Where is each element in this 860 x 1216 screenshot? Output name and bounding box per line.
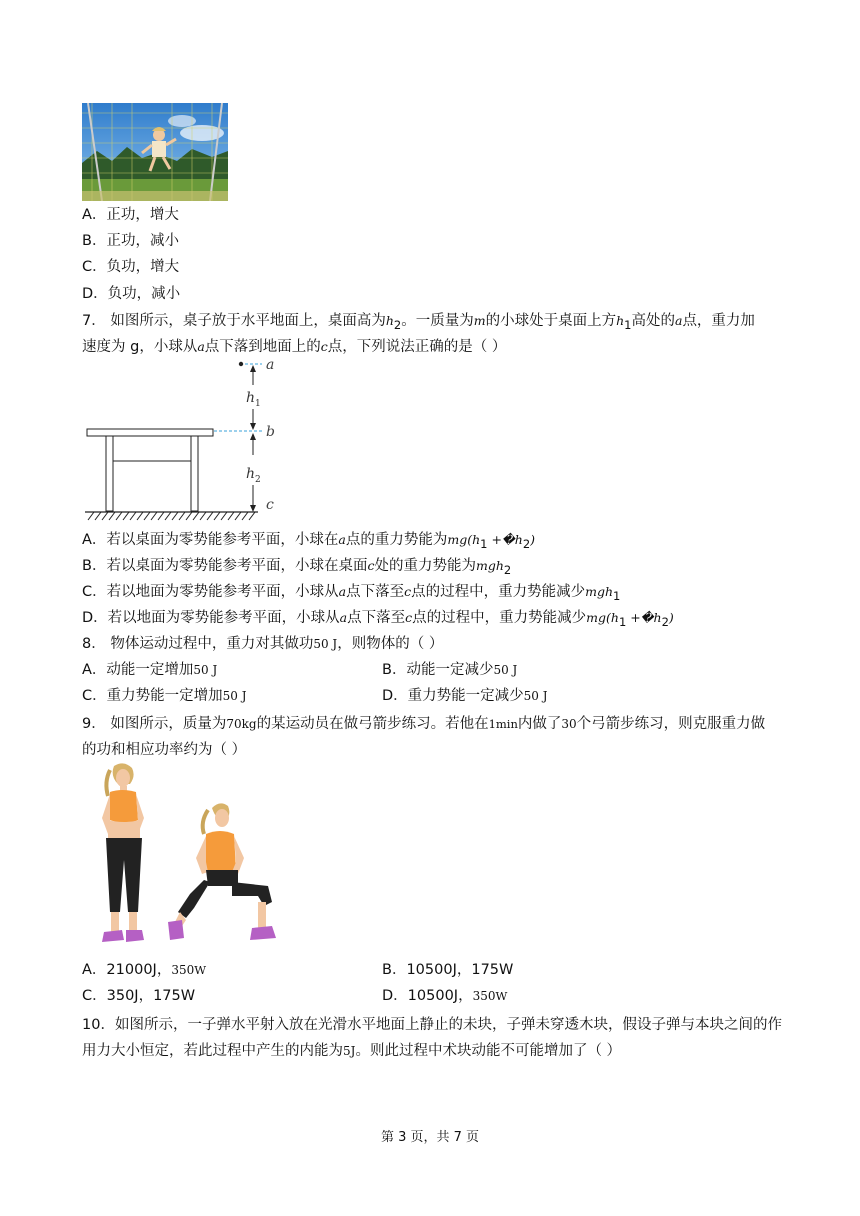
q8-option-a[interactable]: A．动能一定增加50 J	[82, 662, 218, 678]
q9-option-b[interactable]: B．10500J，175W	[382, 962, 514, 978]
lunge-figure	[168, 803, 276, 940]
q6-option-b[interactable]: B．正功，减小	[82, 233, 179, 249]
label-h1: $h_1$	[246, 390, 261, 409]
q10-stem-line1: 10．如图所示，一子弹水平射入放在光滑水平地面上静止的未块，子弹未穿透木块，假设子弹与本块之间的作	[82, 1017, 782, 1033]
q8-option-d[interactable]: D．重力势能一定减少50 J	[382, 688, 548, 704]
q9-stem-line1: 9． 如图所示，质量为70kg的某运动员在做弓箭步练习。若他在1min内做了30个弓箭步练习，则克服重力做	[82, 716, 766, 732]
q6-option-c[interactable]: C．负功，增大	[82, 259, 180, 275]
q7-stem-line1: 7． 如图所示，桌子放于水平地面上，桌面高为$h_2$。一质量为m的小球处于桌面上方$h_1$高处的a点，重力加	[82, 313, 755, 332]
label-h2: $h_2$	[246, 466, 261, 485]
label-c: c	[266, 497, 274, 513]
q10-stem-line2: 用力大小恒定，若此过程中产生的内能为5J。则此过程中术块动能不可能增加了（ ）	[82, 1043, 622, 1059]
q8-option-b[interactable]: B．动能一定减少50 J	[382, 662, 518, 678]
q9-stem-line2: 的功和相应功率约为（ ）	[82, 742, 247, 758]
q7-option-d[interactable]: D．若以地面为零势能参考平面，小球从a点下落至c点的过程中，重力势能减少$mg(h_1$ $+�h_2$)	[82, 610, 674, 629]
q7-option-c[interactable]: C．若以地面为零势能参考平面，小球从a点下落至c点的过程中，重力势能减少mgh$_1$	[82, 584, 621, 603]
trampoline-photo	[82, 103, 228, 201]
q9-option-c[interactable]: C．350J，175W	[82, 988, 196, 1004]
q9-lunge-photo	[82, 762, 282, 958]
q8-stem: 8． 物体运动过程中，重力对其做功50 J，则物体的（ ）	[82, 636, 444, 652]
page-footer: 第 3 页，共 7 页	[380, 1130, 480, 1145]
q8-option-c[interactable]: C．重力势能一定增加50 J	[82, 688, 247, 704]
q7-option-a[interactable]: A．若以桌面为零势能参考平面，小球在a点的重力势能为$mg(h_1$ $+�h_2$)	[82, 532, 536, 551]
q7-option-b[interactable]: B．若以桌面为零势能参考平面，小球在桌面c处的重力势能为mgh$_2$	[82, 558, 512, 577]
q9-option-a[interactable]: A．21000J，350W	[82, 962, 207, 978]
q7-table-diagram	[82, 357, 292, 523]
label-b: b	[266, 424, 275, 440]
label-a: a	[266, 357, 275, 373]
q9-option-d[interactable]: D．10500J，350W	[382, 988, 508, 1004]
q6-option-a[interactable]: A．正功，增大	[82, 207, 179, 223]
q6-option-d[interactable]: D．负功，减小	[82, 286, 181, 302]
q7-stem-line2: 速度为 g，小球从a点下落到地面上的c点，下列说法正确的是（ ）	[82, 339, 507, 355]
standing-figure	[102, 763, 144, 942]
